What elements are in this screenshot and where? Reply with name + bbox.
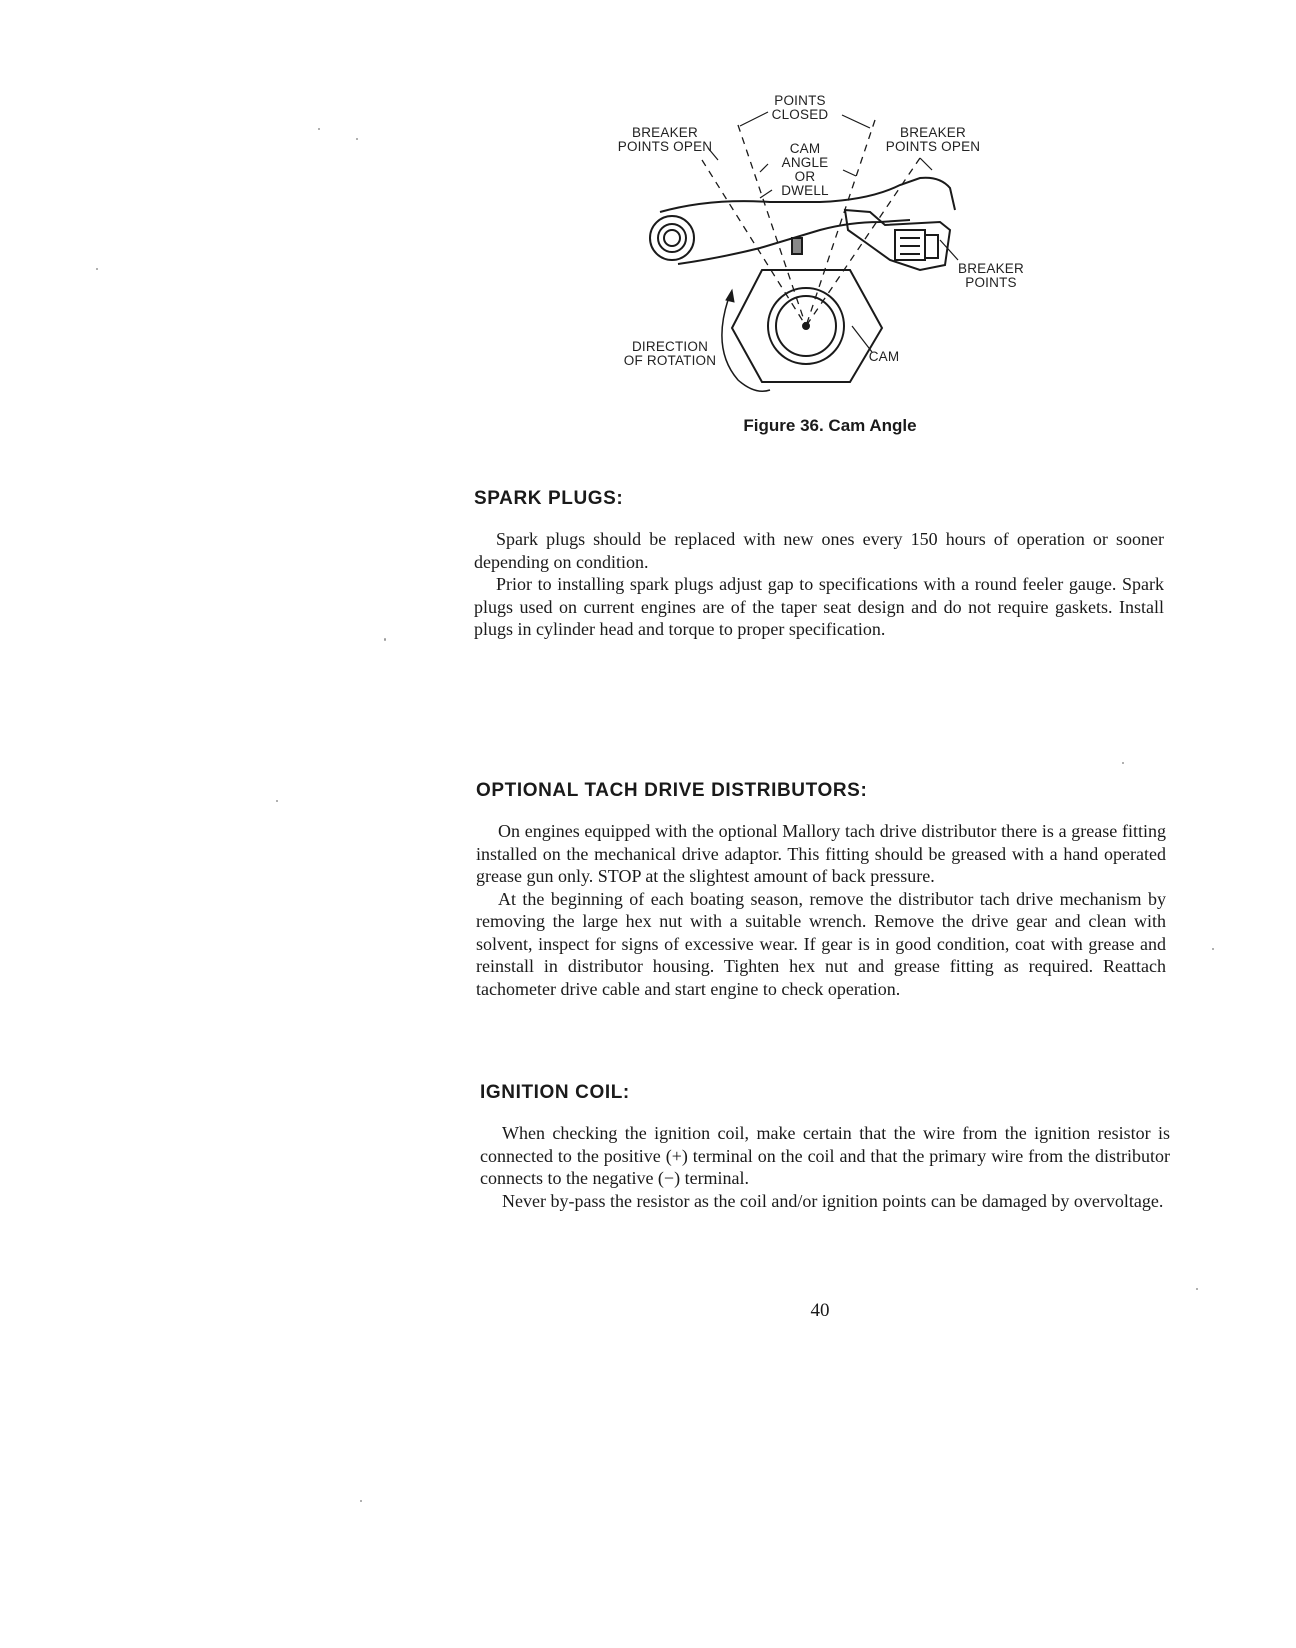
section-heading: OPTIONAL TACH DRIVE DISTRIBUTORS:	[476, 780, 868, 801]
scan-speck	[1122, 762, 1124, 764]
section-optional-tach-drive-distributors	[476, 780, 1166, 1000]
section-heading: IGNITION COIL:	[480, 1082, 630, 1103]
label-points-closed: POINTS CLOSED	[771, 93, 829, 122]
paragraph: Never by-pass the resistor as the coil and/or ignition points can be damaged by overvoltage.	[502, 1190, 1164, 1211]
scan-speck	[96, 268, 98, 270]
section-heading: SPARK PLUGS:	[474, 488, 624, 509]
label-breaker-points-open-left: BREAKER POINTS OPEN	[617, 125, 713, 154]
paragraph: Prior to installing spark plugs adjust gap to specifications with a round feeler gauge. Spark plugs used on current engines are of the taper seat design and do not require gaskets. Install plugs in cylinder head and torque to proper specification.	[474, 574, 1164, 639]
label-breaker-points-open-right: BREAKER POINTS OPEN	[885, 125, 981, 154]
scan-speck	[384, 638, 386, 641]
cam-hexagon	[732, 270, 882, 382]
section-spark-plugs	[474, 488, 1164, 641]
figure-caption: Figure 36. Cam Angle	[743, 416, 917, 435]
scan-speck	[356, 138, 358, 140]
scan-speck	[1196, 1288, 1198, 1290]
cam-angle-figure	[617, 90, 1080, 410]
rotation-arrow	[722, 300, 770, 391]
paragraph: On engines equipped with the optional Mallory tach drive distributor there is a grease fitting installed on the mechanical drive adaptor. This fitting should be greased with a hand operated grease gun only. STOP at the slightest amount of back pressure.	[476, 821, 1166, 886]
label-cam: CAM	[868, 349, 900, 364]
page-number: 40	[810, 1300, 830, 1321]
scan-speck	[276, 800, 278, 802]
paragraph: When checking the ignition coil, make certain that the wire from the ignition resistor is connected to the positive (+) terminal on the coil and that the primary wire from the distributor connects to the negative (−) terminal.	[480, 1123, 1170, 1188]
label-breaker-points: BREAKER POINTS	[958, 261, 1024, 290]
label-direction-of-rotation: DIRECTION OF ROTATION	[623, 339, 717, 368]
paragraph: Spark plugs should be replaced with new ones every 150 hours of operation or sooner depending on condition.	[474, 529, 1164, 572]
label-cam-angle-or-dwell: CAM ANGLE OR DWELL	[781, 141, 829, 198]
section-ignition-coil	[480, 1082, 1170, 1212]
breaker-points-assembly	[845, 210, 950, 270]
paragraph: At the beginning of each boating season, remove the distributor tach drive mechanism by removing the large hex nut with a suitable wrench. Remove the drive gear and clean with solvent, inspect for signs of excessive wear. If gear is in good condition, coat with grease and reinstall in distributor housing. Tighten hex nut and grease fitting as required. Reattach tachometer drive cable and start engine to check operation.	[476, 888, 1166, 999]
breaker-arm-pivot	[650, 216, 694, 260]
scan-speck	[360, 1500, 362, 1502]
scan-speck	[1212, 948, 1214, 950]
rubbing-block	[792, 238, 802, 254]
scan-speck	[318, 128, 320, 130]
